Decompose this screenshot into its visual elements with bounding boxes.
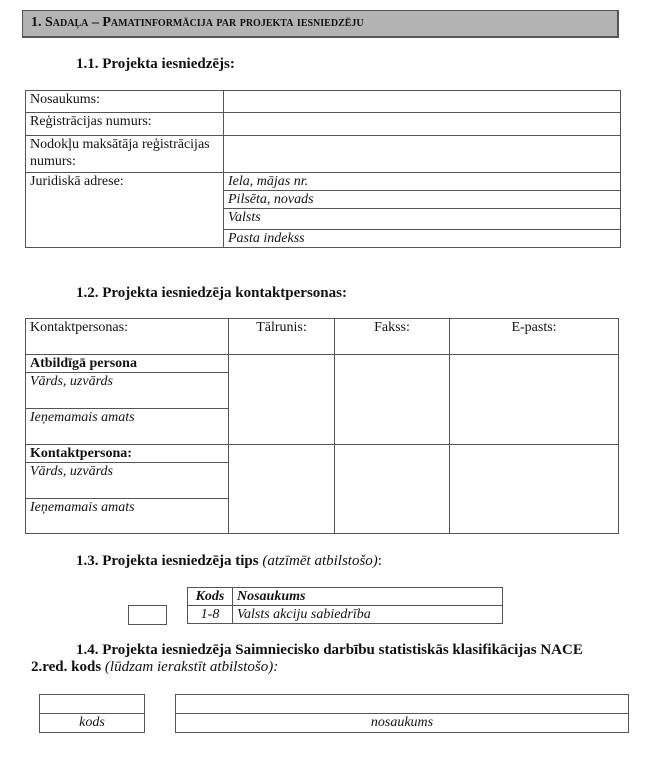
applicant-type-table xyxy=(187,587,503,624)
input-contact-email[interactable] xyxy=(450,445,619,534)
input-city[interactable]: Pilsēta, novads xyxy=(224,191,621,209)
input-country[interactable]: Valsts xyxy=(224,209,621,230)
group-responsible-person: Atbildīgā persona xyxy=(26,355,229,373)
section-title: 1. Sadaļa – Pamatinformācija par projekta iesniedzēju xyxy=(31,15,364,30)
input-postal-code[interactable]: Pasta indekss xyxy=(224,230,621,248)
applicant-type-checkbox[interactable] xyxy=(128,605,167,625)
heading-nace-line1: 1.4. Projekta iesniedzēja Saimniecisko darbību statistiskās klasifikācijas NACE xyxy=(76,642,583,658)
label-tax-number: Nodokļu maksātāja reģistrācijas numurs: xyxy=(26,136,224,173)
nace-code-box xyxy=(39,694,145,733)
input-responsible-name[interactable]: Vārds, uzvārds xyxy=(26,373,229,409)
col-type-name: Nosaukums xyxy=(233,588,503,606)
col-code: Kods xyxy=(188,588,233,606)
input-responsible-email[interactable] xyxy=(450,355,619,445)
heading-applicant: 1.1. Projekta iesniedzējs: xyxy=(76,56,235,72)
input-contact-phone[interactable] xyxy=(229,445,335,534)
label-legal-address: Juridiskā adrese: xyxy=(26,173,224,248)
input-name[interactable] xyxy=(224,91,621,113)
section-banner xyxy=(22,10,619,38)
heading-applicant-type xyxy=(76,553,382,570)
type-name: Valsts akciju sabiedrība xyxy=(233,606,503,624)
input-contact-name[interactable]: Vārds, uzvārds xyxy=(26,463,229,499)
heading-applicant-type-text: 1.3. Projekta iesniedzēja tips xyxy=(76,553,259,569)
contacts-table xyxy=(25,318,619,534)
input-nace-code[interactable] xyxy=(40,695,145,714)
col-phone: Tālrunis: xyxy=(229,319,335,355)
type-code: 1-8 xyxy=(188,606,233,624)
label-name: Nosaukums: xyxy=(26,91,224,113)
label-reg-number: Reģistrācijas numurs: xyxy=(26,113,224,136)
heading-nace-line2 xyxy=(31,659,278,676)
input-tax-number[interactable] xyxy=(224,136,621,173)
input-nace-name[interactable] xyxy=(176,695,629,714)
col-fax: Fakss: xyxy=(335,319,450,355)
label-nace-name: nosaukums xyxy=(176,714,629,733)
input-responsible-position[interactable]: Ieņemamais amats xyxy=(26,409,229,445)
heading-nace-code: 2.red. kods xyxy=(31,659,102,675)
col-contacts: Kontaktpersonas: xyxy=(26,319,229,355)
heading-nace-note: (lūdzam ierakstīt atbilstošo): xyxy=(104,659,279,675)
heading-applicant-type-colon: : xyxy=(377,553,382,569)
nace-name-box xyxy=(175,694,629,733)
col-email: E-pasts: xyxy=(450,319,619,355)
input-contact-position[interactable]: Ieņemamais amats xyxy=(26,499,229,534)
input-contact-fax[interactable] xyxy=(335,445,450,534)
heading-applicant-type-note: (atzīmēt atbilstošo) xyxy=(262,553,378,569)
input-responsible-fax[interactable] xyxy=(335,355,450,445)
input-responsible-phone[interactable] xyxy=(229,355,335,445)
applicant-table xyxy=(25,90,621,248)
label-nace-code: kods xyxy=(40,714,145,733)
input-reg-number[interactable] xyxy=(224,113,621,136)
heading-contacts: 1.2. Projekta iesniedzēja kontaktpersonas: xyxy=(76,285,347,301)
input-street[interactable]: Iela, mājas nr. xyxy=(224,173,621,191)
group-contact-person: Kontaktpersona: xyxy=(26,445,229,463)
